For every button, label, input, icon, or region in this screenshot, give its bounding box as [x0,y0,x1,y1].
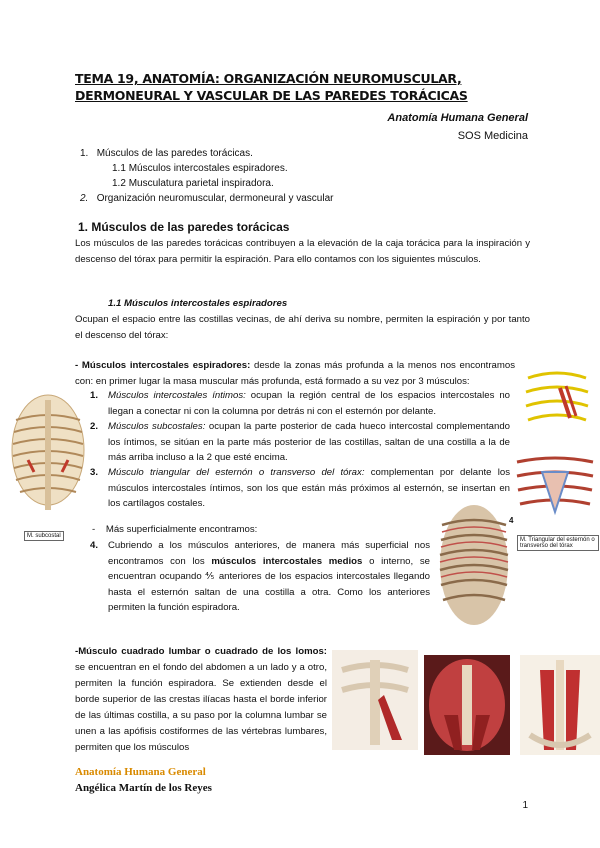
toc-label: Músculos de las paredes torácicas. [96,148,253,159]
lateral-ribcage-figure [436,500,512,630]
caption-triangular: M. Triangular del esternón o transverso del tórax [517,535,599,551]
toc-item [80,176,333,191]
footer-course: Anatomía Humana General [75,766,206,778]
toc-num: 1. [80,148,89,159]
lead-term: - Músculos intercostales espiradores: [75,360,251,371]
lateral-ribcage-illustration [436,500,512,630]
thorax-front-figure [512,452,598,524]
lead-paragraph [75,358,515,390]
section-intro: Los músculos de las paredes torácicas contribuyen a la elevación de la caja torácica para la inspiración y descenso del tórax para permitir la espiración. Para ello contamos con los siguientes músculos. [75,238,530,265]
lumbar-paragraph [75,644,327,756]
lumbar-term: -Músculo cuadrado lumbar o cuadrado de los lomos: [75,646,327,657]
subsection-text: Ocupan el espacio entre las costillas vecinas, de ahí deriva su nombre, permiten la espiración y por tanto el descenso del tórax: [75,314,530,341]
subsection-heading: 1.1 Músculos intercostales espiradores [108,298,288,309]
list-text: ocupan la parte posterior de cada hueco intercostal complementando los íntimos, se sitúan en la parte más posterior de las costillas, saltan de una costilla a la de más arriba incluso a la 2 que esté encima. [108,421,510,463]
list-term: músculos intercostales medios [211,555,363,567]
list-num: 3. [90,467,99,478]
lumbar-figure-1 [332,650,418,750]
list-item [90,419,510,466]
lumbar-illustration-2 [424,655,510,755]
list-num: 2. [90,421,99,432]
list-term: Músculos intercostales íntimos: [108,390,246,401]
source-name: SOS Medicina [457,130,528,142]
toc-item [80,146,333,161]
list-item [90,388,510,419]
document-title: TEMA 19, ANATOMÍA: ORGANIZACIÓN NEUROMUSCULAR, DERMONEURAL Y VASCULAR DE LAS PAREDES TORÁCICAS [75,71,468,103]
list-text: o interno, se encuentran ocupando ⅘ anteriores de los espacios intercostales llegando hasta el esternón saltan de una costilla a otra. Como los anteriores permiten la función espiradora. [108,555,431,613]
footer-author: Angélica Martín de los Reyes [75,782,212,794]
ribcage-illustration [8,380,88,520]
toc-num: 1.2 [112,178,126,189]
toc-item [80,161,333,176]
anterior-ribcage-figure [518,368,596,448]
list-text: complementan por delante los músculos intercostales íntimos, son los que están más próximos al esternón, se insertan en los cartílagos costales. [108,467,510,509]
ribcage-figure [8,380,88,520]
toc-item [80,191,333,206]
list-term: Músculo triangular del esternón o transverso del tórax: [108,467,365,478]
list-num: 4. [90,540,99,551]
list-text: ocupan la región central de los espacios intercostales no llegan a conectar ni con la columna por detrás ni con el esternón por delante. [108,390,510,417]
dash-item: - Más superficialmente encontramos: [92,524,258,535]
toc-label: Musculatura parietal inspiradora. [128,178,274,189]
toc [80,146,333,206]
list-term: Músculos subcostales: [108,421,206,432]
caption-subcostal: M. subcostal [24,531,64,541]
list-item [90,538,430,616]
toc-label: Músculos intercostales espiradores. [128,163,288,174]
lumbar-text: se encuentran en el fondo del abdomen a un lado y a otro, permiten la función espiradora. Se extienden desde el borde superior de las crestas ilíacas hasta el borde inferior de las últimas costilla, a su paso por la columna lumbar se unen a las apófisis costiformes de las vértebras lumbares, permiten que los músculos [75,662,327,753]
list-num: 1. [90,390,99,401]
lumbar-figure-3 [520,655,600,755]
dash-text: Más superficialmente encontramos: [105,524,258,535]
lumbar-illustration-3 [520,655,600,755]
thorax-front-illustration [512,452,598,524]
lumbar-illustration-1 [332,650,418,750]
anterior-ribcage-illustration [518,368,596,448]
course-name: Anatomía Humana General [387,112,528,124]
lead-text: desde la zonas más profunda a la menos nos encontramos con: en primer lugar la masa muscular más profunda, está formado a su vez por 3 músculos: [75,360,515,387]
page-number: 1 [522,800,528,811]
lumbar-figure-2 [424,655,510,755]
toc-num: 2. [80,193,89,204]
toc-label: Organización neuromuscular, dermoneural y vascular [96,193,334,204]
section-heading: 1. Músculos de las paredes torácicas [78,220,290,234]
toc-num: 1.1 [112,163,126,174]
figure-label-4: 4 [509,516,514,525]
list-text: Cubriendo a los músculos anteriores, de manera más superficial nos encontramos con los [108,540,430,567]
